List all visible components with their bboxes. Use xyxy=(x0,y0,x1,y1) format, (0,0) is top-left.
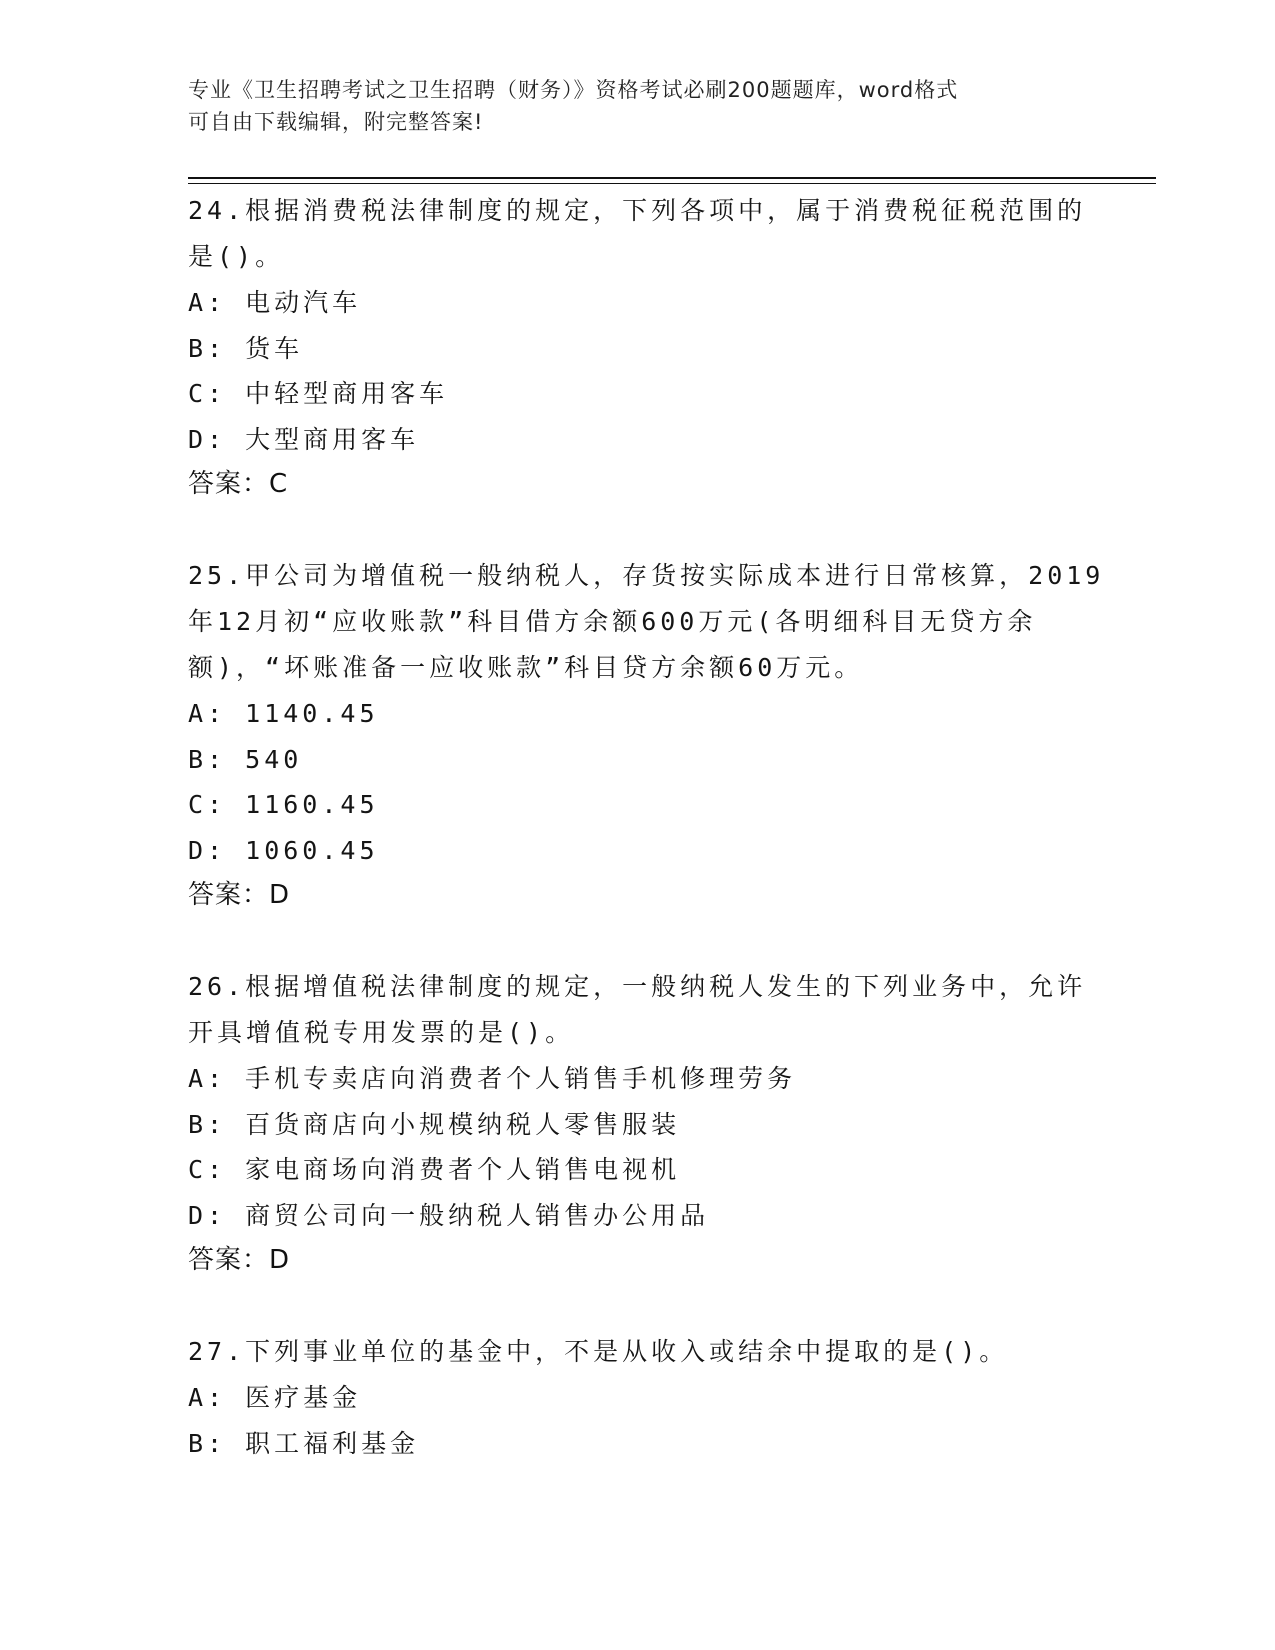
option-c: C: 中轻型商用客车 xyxy=(188,379,449,408)
question-text-line: 26.根据增值税法律制度的规定，一般纳税人发生的下列业务中，允许 xyxy=(188,972,1087,1001)
option-a: A: 1140.45 xyxy=(188,699,379,728)
answer: 答案：D xyxy=(188,1245,291,1275)
answer: 答案：D xyxy=(188,880,291,910)
option-a: A: 电动汽车 xyxy=(188,288,362,317)
document-header xyxy=(188,74,1068,138)
question-text-line: 年12月初“应收账款”科目借方余额600万元(各明细科目无贷方余 xyxy=(188,607,1037,636)
question-list xyxy=(188,188,1105,1513)
option-d: D: 大型商用客车 xyxy=(188,424,420,454)
answer: 答案：C xyxy=(188,469,289,499)
option-c: C: 家电商场向消费者个人销售电视机 xyxy=(188,1155,681,1184)
option-a: A: 医疗基金 xyxy=(188,1383,362,1412)
header-divider-thick xyxy=(188,177,1156,179)
option-a: A: 手机专卖店向消费者个人销售手机修理劳务 xyxy=(188,1064,797,1093)
option-d: D: 1060.45 xyxy=(188,835,379,865)
question-27 xyxy=(188,1329,1088,1466)
question-text-line: 开具增值税专用发票的是()。 xyxy=(188,1018,575,1047)
question-26 xyxy=(188,964,1088,1282)
option-b: B: 职工福利基金 xyxy=(188,1428,420,1458)
header-line-2: 可自由下载编辑，附完整答案! xyxy=(188,110,484,134)
option-b: B: 百货商店向小规模纳税人零售服装 xyxy=(188,1109,681,1139)
option-c: C: 1160.45 xyxy=(188,790,379,819)
question-25 xyxy=(188,553,1105,917)
question-text-line: 24.根据消费税法律制度的规定，下列各项中，属于消费税征税范围的 xyxy=(188,196,1087,225)
header-line-1: 专业《卫生招聘考试之卫生招聘（财务）》资格考试必刷200题题库，word格式 xyxy=(188,78,959,102)
question-text-line: 是()。 xyxy=(188,242,285,271)
option-d: D: 商贸公司向一般纳税人销售办公用品 xyxy=(188,1200,710,1230)
question-24 xyxy=(188,188,1088,506)
header-divider-thin xyxy=(188,183,1156,184)
option-b: B: 货车 xyxy=(188,333,304,363)
question-text-line: 25.甲公司为增值税一般纳税人，存货按实际成本进行日常核算，2019 xyxy=(188,561,1105,590)
question-text-line: 27.下列事业单位的基金中，不是从收入或结余中提取的是()。 xyxy=(188,1337,1009,1366)
option-b: B: 540 xyxy=(188,744,303,774)
question-text-line: 额)，“坏账准备一应收账款”科目贷方余额60万元。 xyxy=(188,653,864,682)
